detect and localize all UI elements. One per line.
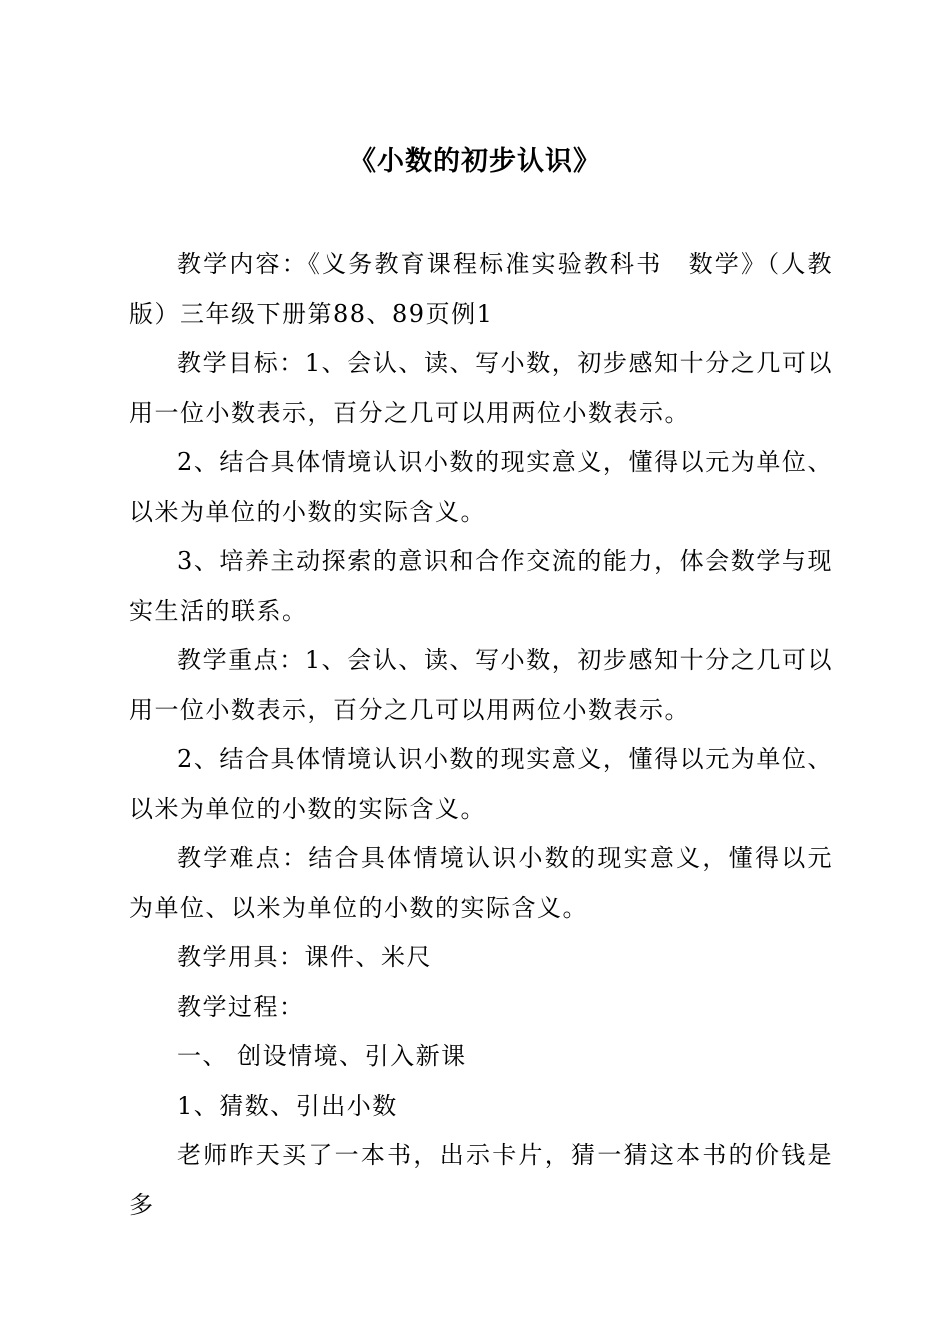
paragraph-goal-2: 2、结合具体情境认识小数的现实意义，懂得以元为单位、以米为单位的小数的实际含义。	[129, 448, 833, 526]
paragraph-key-points: 教学重点：1、会认、读、写小数，初步感知十分之几可以用一位小数表示，百分之几可以用两位小数表示。	[129, 646, 833, 724]
paragraph-teaching-tools: 教学用具：课件、米尺	[177, 943, 432, 971]
document-body	[129, 240, 833, 1230]
paragraph-key-point-2: 2、结合具体情境认识小数的现实意义，懂得以元为单位、以米为单位的小数的实际含义。	[129, 745, 833, 823]
paragraph-section-1-heading: 一、 创设情境、引入新课	[177, 1042, 467, 1070]
paragraph-goal-3: 3、培养主动探索的意识和合作交流的能力，体会数学与现实生活的联系。	[129, 547, 833, 625]
paragraph-teaching-content: 教学内容：《义务教育课程标准实验教科书 数学》（人教版）三年级下册第88、89页例1	[129, 250, 833, 328]
paragraph-step-1-text: 老师昨天买了一本书，出示卡片，猜一猜这本书的价钱是多	[129, 1141, 833, 1219]
paragraph-step-1-heading: 1、猜数、引出小数	[177, 1091, 398, 1120]
paragraph-teaching-process: 教学过程：	[177, 992, 305, 1021]
document-title: 《小数的初步认识》	[349, 146, 601, 177]
paragraph-teaching-goals: 教学目标：1、会认、读、写小数，初步感知十分之几可以用一位小数表示，百分之几可以用两位小数表示。	[129, 349, 833, 427]
paragraph-difficulties: 教学难点：结合具体情境认识小数的现实意义，懂得以元为单位、以米为单位的小数的实际含义。	[129, 844, 833, 922]
